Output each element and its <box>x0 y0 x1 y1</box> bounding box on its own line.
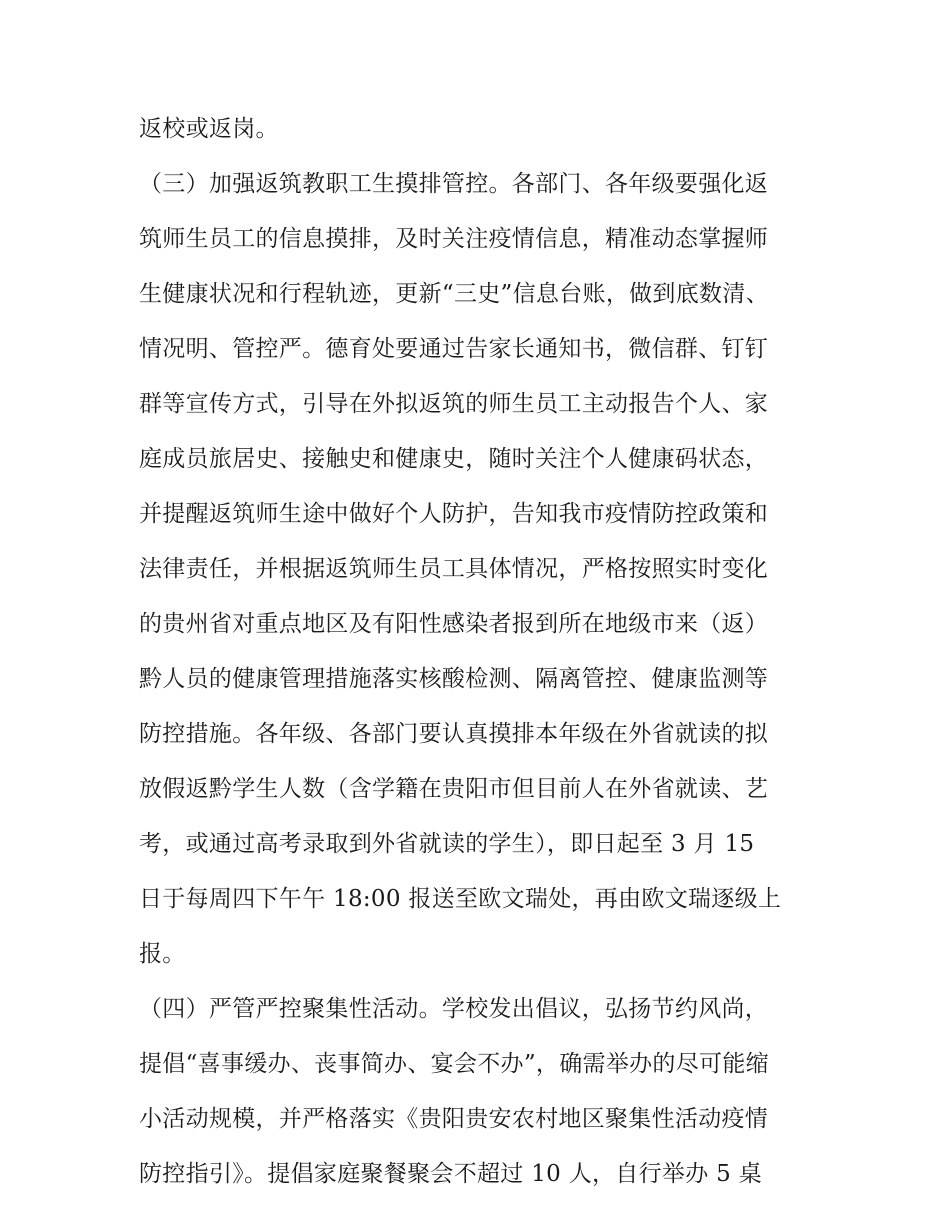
text-line: 提倡“喜事缓办、丧事简办、宴会不办”，确需举办的尽可能缩 <box>139 1051 769 1077</box>
text-line: （四）严管严控聚集性活动。学校发出倡议，弘扬节约风尚， <box>139 996 769 1022</box>
text-line: 生健康状况和行程轨迹，更新“三史”信息台账，做到底数清、 <box>139 281 769 307</box>
text-line: 群等宣传方式，引导在外拟返筑的师生员工主动报告个人、家 <box>139 391 769 417</box>
text-line: 防控指引》。提倡家庭聚餐聚会不超过 10 人，自行举办 5 桌 <box>139 1161 762 1187</box>
text-line: 小活动规模，并严格落实《贵阳贵安农村地区聚集性活动疫情 <box>139 1106 769 1132</box>
text-line: 庭成员旅居史、接触史和健康史，随时关注个人健康码状态， <box>139 446 769 472</box>
text-line: 并提醒返筑师生途中做好个人防护，告知我市疫情防控政策和 <box>139 501 769 527</box>
text-line: 考，或通过高考录取到外省就读的学生），即日起至 3 月 15 <box>139 831 755 857</box>
text-line: 法律责任，并根据返筑师生员工具体情况，严格按照实时变化 <box>139 556 769 582</box>
text-line: 放假返黔学生人数（含学籍在贵阳市但目前人在外省就读、艺 <box>139 776 769 802</box>
text-line: 筑师生员工的信息摸排，及时关注疫情信息，精准动态掌握师 <box>139 226 769 252</box>
text-line: 黔人员的健康管理措施落实核酸检测、隔离管控、健康监测等 <box>139 666 769 692</box>
text-line: 的贵州省对重点地区及有阳性感染者报到所在地级市来（返） <box>139 611 769 637</box>
text-line: 防控措施。各年级、各部门要认真摸排本年级在外省就读的拟 <box>139 721 769 747</box>
text-line: （三）加强返筑教职工生摸排管控。各部门、各年级要强化返 <box>139 171 769 197</box>
text-line: 返校或返岗。 <box>139 116 279 142</box>
text-line: 报。 <box>139 941 186 967</box>
text-line: 情况明、管控严。德育处要通过告家长通知书，微信群、钉钉 <box>139 336 769 362</box>
text-line: 日于每周四下午午 18:00 报送至欧文瑞处，再由欧文瑞逐级上 <box>139 886 782 912</box>
